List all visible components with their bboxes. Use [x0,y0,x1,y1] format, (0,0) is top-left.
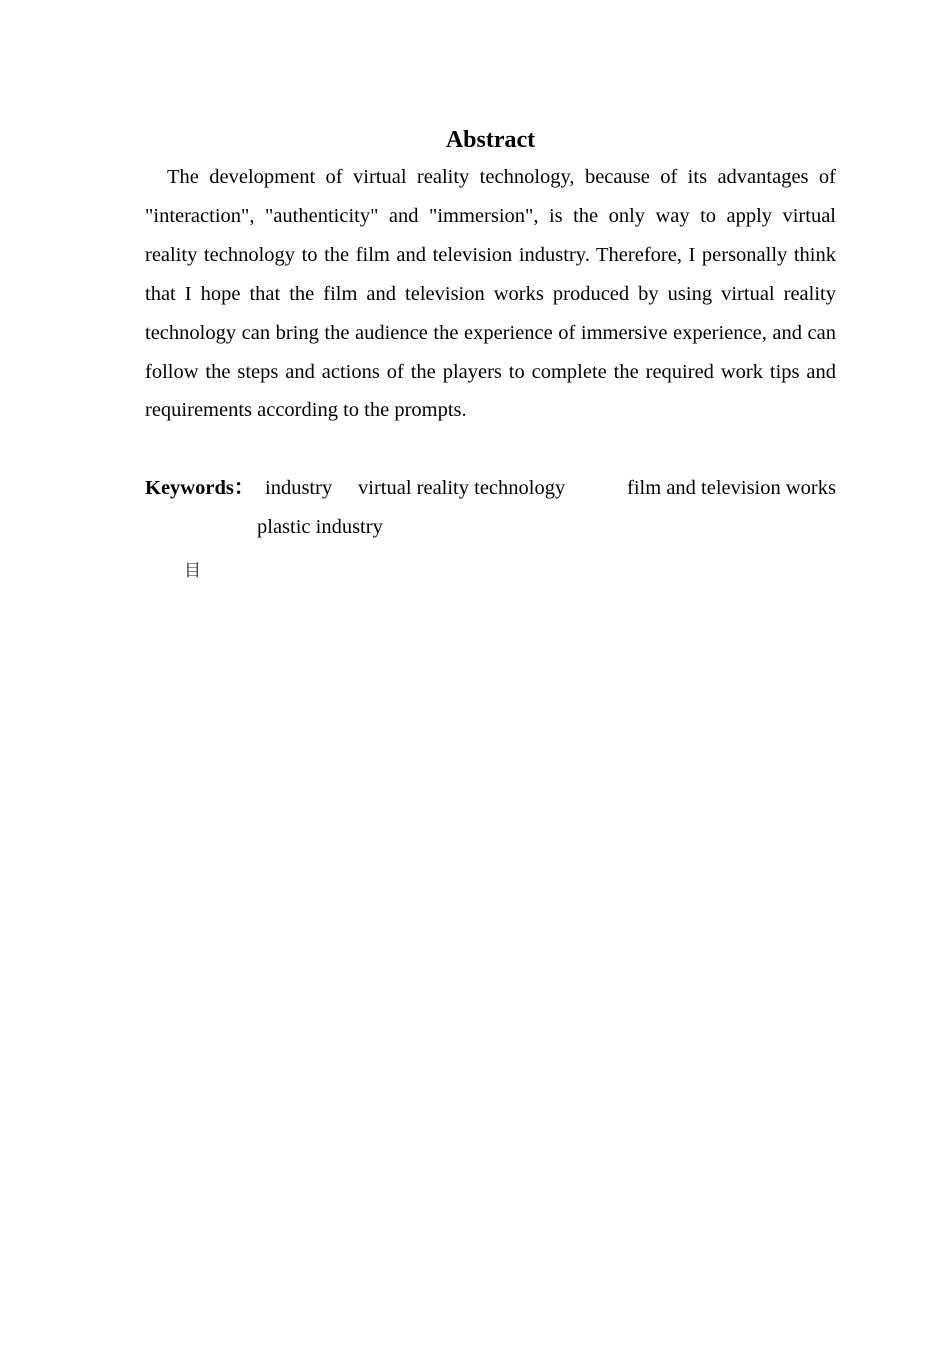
abstract-title: Abstract [445,127,536,153]
toc-heading-fragment: 目 [184,561,201,581]
keyword-item: plastic industry [257,515,383,538]
keyword-item: virtual reality technology [358,477,566,499]
keywords-label: Keywords： [145,477,255,499]
keyword-item: film and television works [627,477,836,499]
abstract-paragraph: The development of virtual reality technology, because of its advantages of "interaction", "authenticity" and "immersion", is the only way to apply virtual reality technology to the film and television industry. Therefore, I personally think that I hope that the film and television works produced by using virtual reality technology can bring the audience the experience of immersive experience, and can follow the steps and actions of the players to complete the required work tips and requirements according to the prompts. [145,166,836,422]
keyword-item: industry [265,477,333,499]
